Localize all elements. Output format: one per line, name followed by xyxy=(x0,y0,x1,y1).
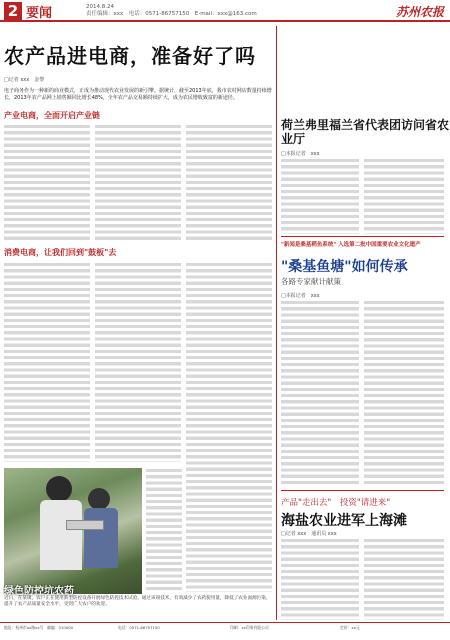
subheading-industry: 产业电商，全面开启产业链 xyxy=(4,111,100,120)
right-body-a2 xyxy=(364,158,444,234)
body-col-7 xyxy=(146,468,182,592)
right-body-a1 xyxy=(281,158,359,234)
right-headline-a: 荷兰弗里福兰省代表团访问省农业厅 xyxy=(281,118,450,146)
right-quote: "新闻是桑基稻鱼系统" 入选第二批中国重要农业文化遗产 xyxy=(281,242,421,248)
right-headline-c-pre: 产品"走出去" 投资"请进来" xyxy=(281,498,391,508)
right-headline-c: 海盐农业进军上海滩 xyxy=(281,513,407,529)
subheading-consumer: 消费电商，让我们回到"鼓板"去 xyxy=(4,248,117,257)
issue-contact: 责任编辑：xxx 电话：0571-86757150 E-mail：xxx@163.com xyxy=(86,10,257,17)
photo-title: 绿色防控坑农药 xyxy=(4,586,74,597)
page-footer xyxy=(0,622,450,640)
main-lede: 电子商务作为一种新的商业模式，正成为推动现代农业发展的新引擎。据统计，截至2013年底，我市农村网店数量持续增长，2013年农产品网上销售额同比增长48%，全年农产品交易额持续扩大，成为农民增收致富的新途径。 xyxy=(4,88,272,101)
right-body-c2 xyxy=(364,538,444,620)
body-col-2 xyxy=(95,124,181,242)
body-col-1 xyxy=(4,124,90,242)
column-divider xyxy=(276,26,277,620)
news-photo xyxy=(4,468,142,594)
right-divider-1 xyxy=(281,236,444,237)
right-divider-2 xyxy=(281,490,444,491)
body-col-3 xyxy=(186,124,272,242)
body-col-5 xyxy=(95,262,181,462)
section-title: 要闻 xyxy=(26,6,53,21)
newspaper-name: 苏州农报 xyxy=(395,5,444,19)
footer-price: 定价：xx元 xyxy=(340,625,360,630)
right-byline-a: □本报记者 xxx xyxy=(281,151,320,157)
right-body-b1 xyxy=(281,300,359,486)
page-number: 2 xyxy=(4,2,22,20)
issue-meta xyxy=(86,4,257,17)
issue-date: 2014.8.24 xyxy=(86,4,114,10)
photo-caption: 近日，在某镇，农户正在使用新型防控设备开展绿色防控技术试验。通过该项技术，有效减少了农药使用量，降低了农业面源污染，提升了农产品质量安全水平，受到广大农户的欢迎。 xyxy=(4,596,271,607)
right-body-c1 xyxy=(281,538,359,620)
footer-address: 地址：杭州市xx路xx号 邮编：310000 xyxy=(4,625,74,630)
page-header xyxy=(0,0,450,22)
right-headline-b: "桑基鱼塘"如何传承 xyxy=(281,259,408,275)
main-headline: 农产品进电商，准备好了吗 xyxy=(4,44,256,68)
right-body-b2 xyxy=(364,300,444,486)
footer-phone: 电话：0571-86757150 xyxy=(118,625,160,630)
footer-printer: 印刷：xx印务有限公司 xyxy=(230,625,269,630)
main-byline: □记者 xxx 金黎 xyxy=(4,77,45,83)
right-byline-c: □记者 xxx 通讯员 xxx xyxy=(281,531,337,537)
body-col-4 xyxy=(4,262,90,462)
right-subline-b: 各路专家献计献策 xyxy=(281,277,341,286)
body-col-6 xyxy=(186,262,272,592)
right-byline-b: □本报记者 xxx xyxy=(281,293,320,299)
